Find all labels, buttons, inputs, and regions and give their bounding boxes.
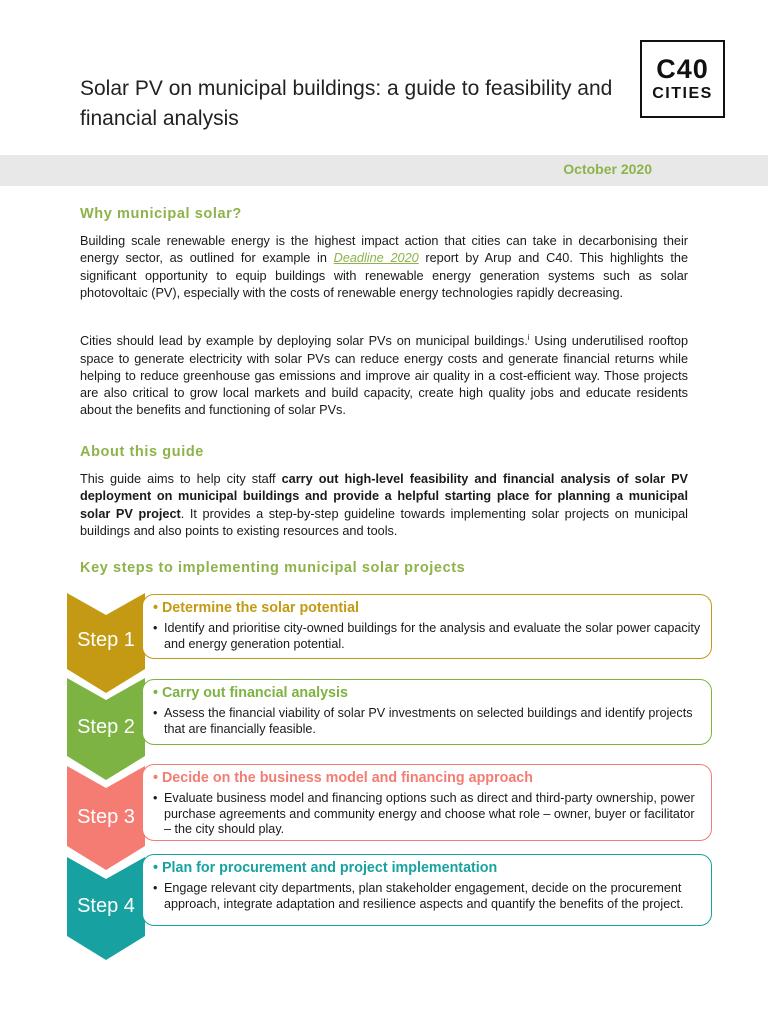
step-3-body bbox=[153, 791, 703, 838]
step-2-label: Step 2 bbox=[77, 716, 135, 738]
key-steps-heading: Key steps to implementing municipal solar projects bbox=[80, 560, 466, 576]
bullet-icon: • bbox=[153, 881, 158, 895]
title-line-2: financial analysis bbox=[80, 107, 239, 130]
step-1-title-row bbox=[153, 599, 703, 617]
bullet-icon: • bbox=[153, 860, 162, 876]
step-3-box bbox=[142, 764, 712, 841]
about-text-after: . It provides a step-by-step guideline towards implementing solar projects on municipal buildings and also points to existing resources and tools. bbox=[80, 506, 688, 538]
step-1-label: Step 1 bbox=[77, 629, 135, 651]
step-2-arrow bbox=[67, 678, 145, 780]
step-1-text: Identify and prioritise city-owned buildings for the analysis and evaluate the solar power capacity and energy generation potential. bbox=[164, 621, 701, 651]
why-paragraph-1 bbox=[80, 233, 688, 302]
step-2-body bbox=[153, 706, 703, 737]
about-heading: About this guide bbox=[80, 444, 204, 460]
bullet-icon: • bbox=[153, 600, 162, 616]
step-4-body bbox=[153, 881, 703, 912]
about-bold-text: carry out high-level feasibility and financial analysis of solar PV deployment on municipal buildings and provide a helpful starting place for planning a municipal solar PV project bbox=[80, 472, 688, 521]
about-paragraph bbox=[80, 471, 688, 540]
step-3-label: Step 3 bbox=[77, 806, 135, 828]
step-4-box bbox=[142, 854, 712, 926]
why-p2-text-after: Using underutilised rooftop space to generate electricity with solar PVs can reduce energy costs and generate financial returns while helping to reduce greenhouse gas emissions and improve air quality in a cost-efficient way. Those projects are also critical to grow local markets and build capacity, create high quality jobs and educate residents about the benefits and functioning of solar PVs. bbox=[80, 334, 688, 418]
title-line-1: Solar PV on municipal buildings: a guide to feasibility and bbox=[80, 77, 613, 100]
step-3-title: Decide on the business model and financing approach bbox=[161, 770, 533, 786]
step-2-box bbox=[142, 679, 712, 745]
why-p2-text-before: Cities should lead by example by deploying solar PVs on municipal buildings. bbox=[80, 334, 528, 349]
c40-cities-logo bbox=[640, 40, 725, 118]
why-heading: Why municipal solar? bbox=[80, 206, 242, 222]
step-4-title-row bbox=[153, 859, 703, 877]
step-3-text: Evaluate business model and financing options such as direct and third-party ownership, power purchase agreements and community energy and choose what role – owner, buyer or facilitator – the city should play. bbox=[164, 791, 695, 836]
step-4-label: Step 4 bbox=[77, 895, 135, 917]
bullet-icon: • bbox=[153, 685, 162, 701]
logo-line-2: CITIES bbox=[652, 84, 713, 102]
step-2-text: Assess the financial viability of solar PV investments on selected buildings and identify projects that are financially feasible. bbox=[164, 706, 693, 736]
bullet-icon: • bbox=[153, 621, 158, 635]
step-3-title-row bbox=[153, 769, 703, 787]
step-3-arrow bbox=[67, 766, 145, 870]
publication-date: October 2020 bbox=[563, 161, 652, 177]
why-p1-text-before: Building scale renewable energy is the highest impact action that cities can take in decarbonising their energy sector, as outlined for example in bbox=[80, 234, 688, 266]
step-2-title-row bbox=[153, 684, 703, 702]
step-1-title: Determine the solar potential bbox=[161, 600, 360, 616]
endnote-marker[interactable]: i bbox=[527, 333, 530, 342]
why-p1-text-after: report by Arup and C40. This highlights the significant opportunity to equip buildings with renewable energy generation systems such as solar photovoltaic (PV), especially with the costs of renewable energy technologies rapidly decreasing. bbox=[80, 251, 688, 300]
step-2-title: Carry out financial analysis bbox=[161, 685, 348, 701]
deadline-2020-link[interactable]: Deadline 2020 bbox=[333, 251, 419, 266]
step-4-arrow bbox=[67, 857, 145, 960]
why-paragraph-2 bbox=[80, 329, 688, 420]
step-4-text: Engage relevant city departments, plan stakeholder engagement, decide on the procurement approach, integrate adaptation and resilience aspects and quantify the benefits of the project. bbox=[164, 881, 684, 911]
bullet-icon: • bbox=[153, 770, 162, 786]
step-1-body bbox=[153, 621, 703, 652]
bullet-icon: • bbox=[153, 706, 158, 720]
bullet-icon: • bbox=[153, 791, 158, 805]
step-4-title: Plan for procurement and project implementation bbox=[161, 860, 498, 876]
step-1-box bbox=[142, 594, 712, 659]
document-title bbox=[80, 74, 640, 134]
logo-line-1: C40 bbox=[656, 53, 709, 84]
about-text-before: This guide aims to help city staff bbox=[80, 472, 282, 486]
